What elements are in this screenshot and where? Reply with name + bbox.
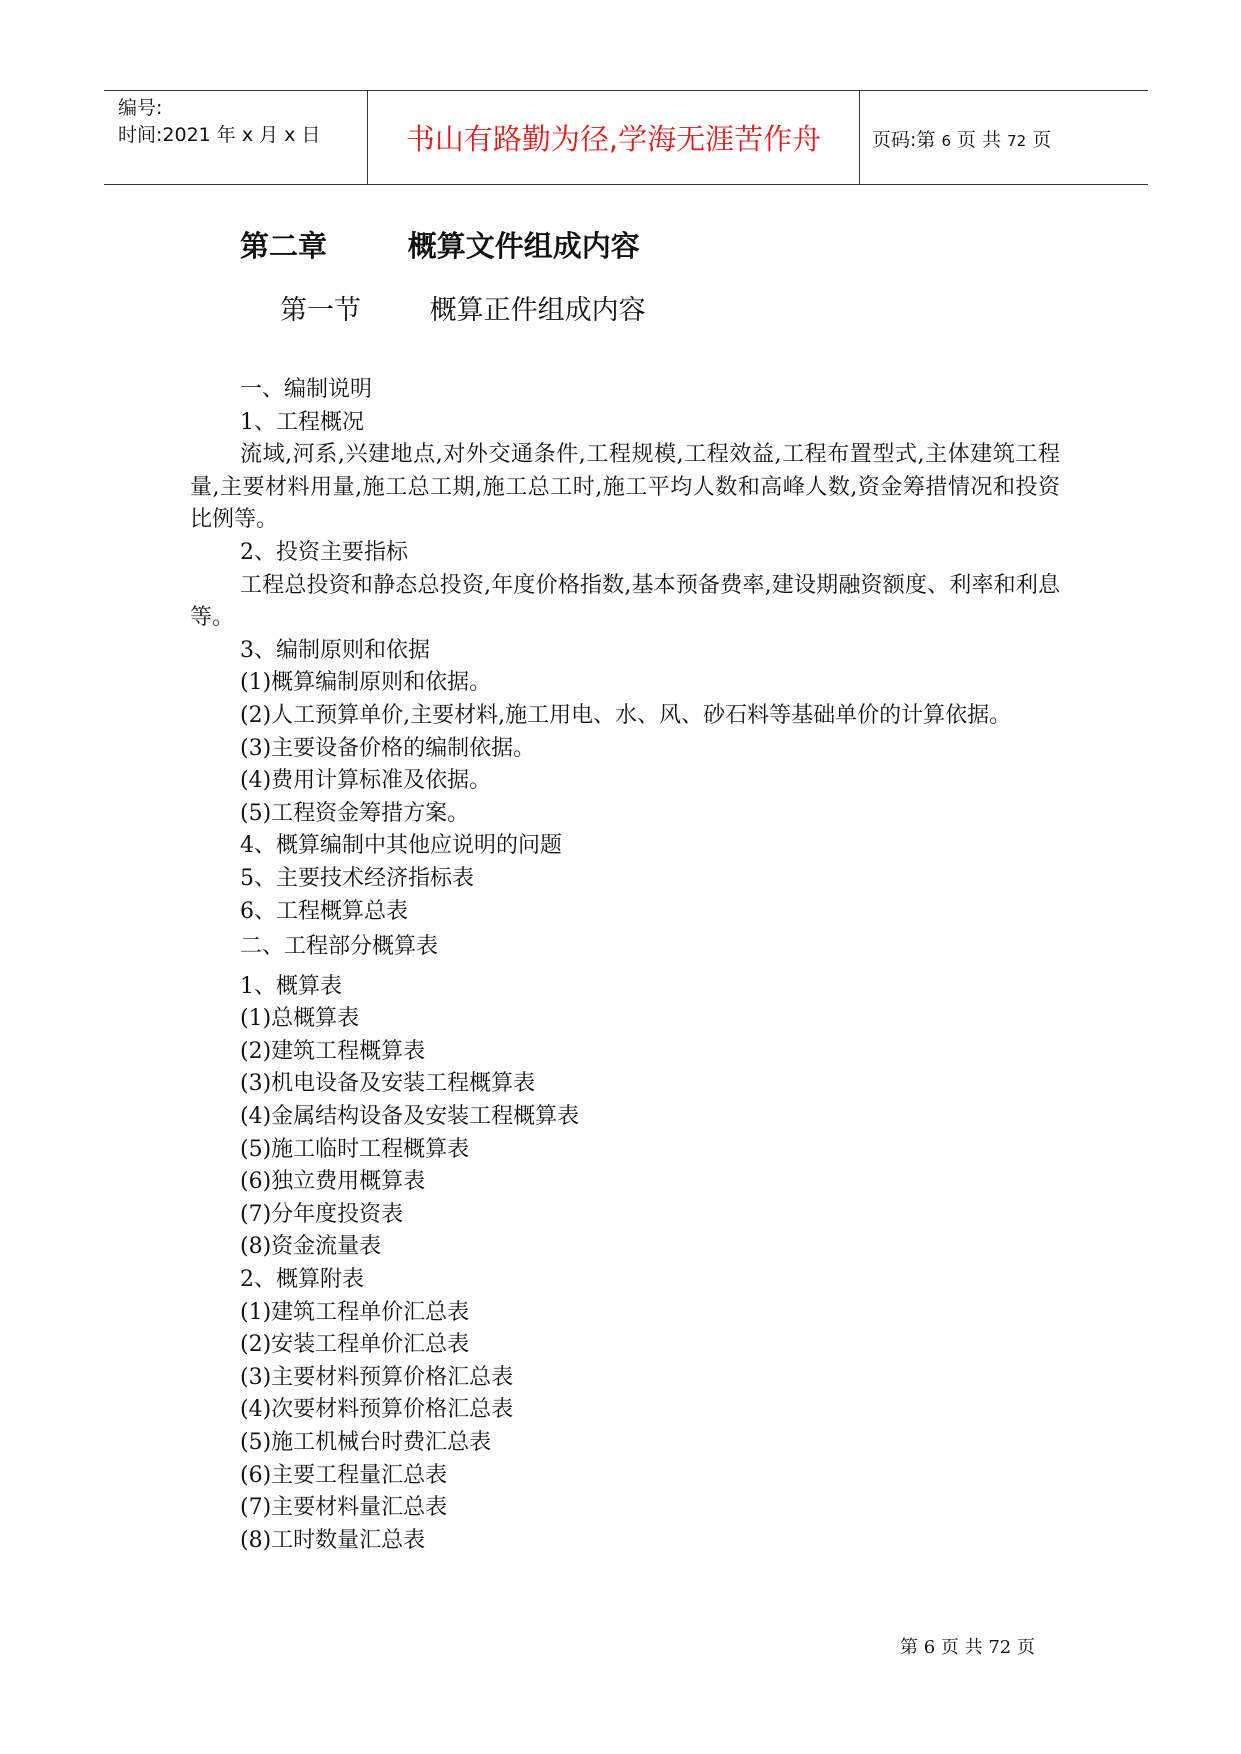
list-item: (2)安装工程单价汇总表 <box>240 1332 470 1358</box>
list-item: (7)分年度投资表 <box>240 1201 404 1227</box>
list-item: (7)主要材料量汇总表 <box>240 1495 448 1521</box>
list-item: (3)机电设备及安装工程概算表 <box>240 1071 536 1097</box>
heading-1: 二、工程部分概算表 <box>240 934 439 960</box>
page-prefix: 页码:第 <box>872 129 936 151</box>
heading-2: 1、概算表 <box>240 973 342 999</box>
section-title: 第一节 概算正件组成内容 <box>280 295 646 326</box>
heading-2: 2、概算附表 <box>240 1267 364 1293</box>
list-item: (2)建筑工程概算表 <box>240 1038 426 1064</box>
list-item: (8)资金流量表 <box>240 1234 382 1260</box>
page-total: 72 <box>1007 132 1027 150</box>
header-meta <box>118 95 320 149</box>
heading-2: 1、工程概况 <box>240 409 364 435</box>
chapter-title: 第二章 概算文件组成内容 <box>240 229 640 263</box>
page-footer: 第 6 页 共 72 页 <box>900 1637 1035 1658</box>
page-mid: 页 共 <box>957 129 1002 151</box>
list-item: (3)主要设备价格的编制依据。 <box>240 735 536 761</box>
heading-2: 2、投资主要指标 <box>240 539 408 565</box>
heading-2: 6、工程概算总表 <box>240 898 408 924</box>
list-item: (5)工程资金筹措方案。 <box>240 800 470 826</box>
list-item: (6)主要工程量汇总表 <box>240 1462 448 1488</box>
list-item: (1)概算编制原则和依据。 <box>240 670 492 696</box>
document-body <box>190 374 1060 1557</box>
heading-2: 4、概算编制中其他应说明的问题 <box>240 833 562 859</box>
list-item: (3)主要材料预算价格汇总表 <box>240 1364 514 1390</box>
number-label: 编号: <box>118 97 163 119</box>
list-item: (4)次要材料预算价格汇总表 <box>240 1397 514 1423</box>
list-item: (4)费用计算标准及依据。 <box>240 768 492 794</box>
heading-2: 3、编制原则和依据 <box>240 637 430 663</box>
list-item: (1)总概算表 <box>240 1006 360 1032</box>
list-item: (8)工时数量汇总表 <box>240 1527 426 1553</box>
paragraph: 流域,河系,兴建地点,对外交通条件,工程规模,工程效益,工程布置型式,主体建筑工程量,主要材料用量,施工总工期,施工总工时,施工平均人数和高峰人数,资金筹措情况和投资比例等。 <box>190 442 1060 533</box>
header-divider <box>859 91 860 184</box>
list-item: (6)独立费用概算表 <box>240 1169 426 1195</box>
list-item: (5)施工临时工程概算表 <box>240 1136 470 1162</box>
page-suffix: 页 <box>1032 129 1052 151</box>
paragraph: 工程总投资和静态总投资,年度价格指数,基本预备费率,建设期融资额度、利率和利息等。 <box>190 572 1060 631</box>
list-item: (1)建筑工程单价汇总表 <box>240 1299 470 1325</box>
header-page-number <box>872 125 1051 152</box>
time-label: 时间:2021 年 x 月 x 日 <box>118 124 321 146</box>
header-motto: 书山有路勤为径,学海无涯苦作舟 <box>405 122 822 156</box>
page-header <box>104 90 1148 185</box>
list-item: (2)人工预算单价,主要材料,施工用电、水、风、砂石料等基础单价的计算依据。 <box>240 702 1012 728</box>
list-item: (4)金属结构设备及安装工程概算表 <box>240 1104 580 1130</box>
heading-1: 一、编制说明 <box>240 377 373 402</box>
page-num: 6 <box>941 132 951 150</box>
list-item: (5)施工机械台时费汇总表 <box>240 1430 492 1455</box>
heading-2: 5、主要技术经济指标表 <box>240 865 474 891</box>
